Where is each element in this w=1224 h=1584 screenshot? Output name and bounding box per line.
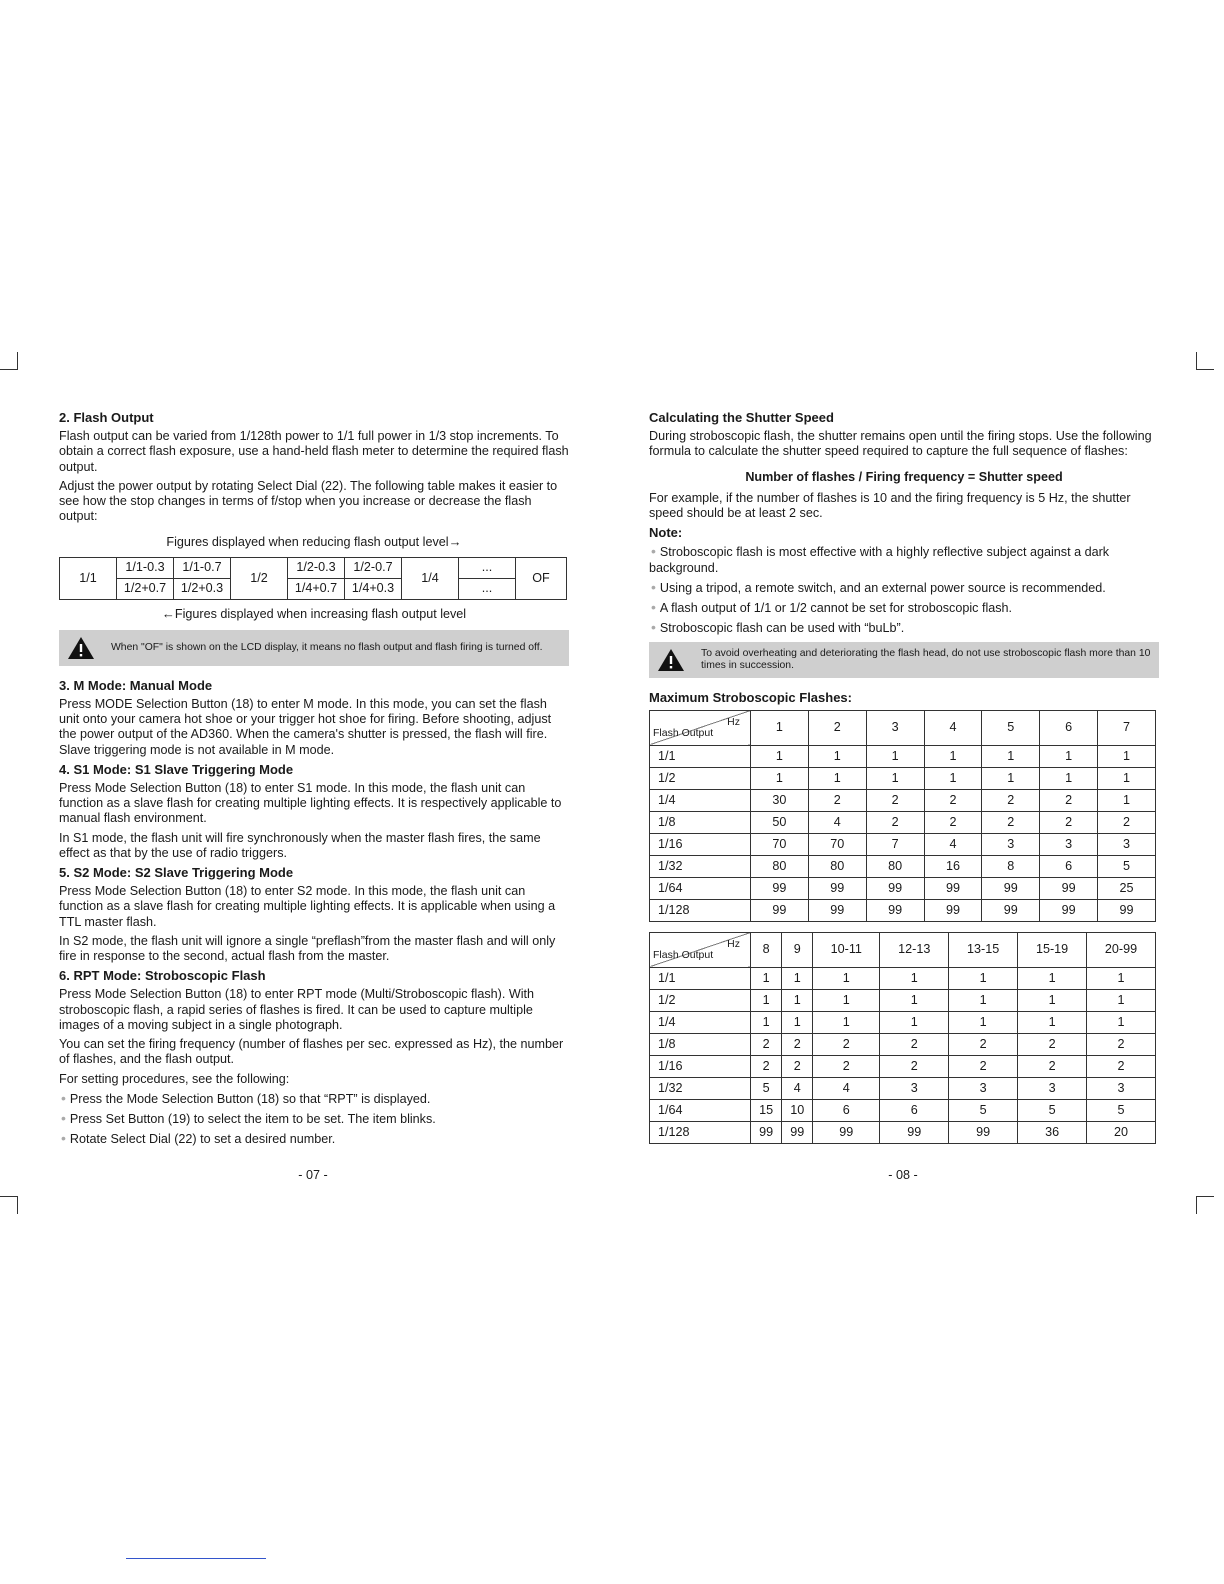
table-cell: 1 — [782, 967, 813, 989]
hz-header-cell: 9 — [782, 932, 813, 967]
flash-output-cell: 1/16 — [650, 833, 751, 855]
table-cell: 1/1-0.3 — [117, 557, 174, 578]
table-cell: 1 — [880, 989, 949, 1011]
table-cell: 1 — [813, 1011, 880, 1033]
table-cell: 99 — [866, 877, 924, 899]
table-cell: 36 — [1018, 1121, 1087, 1143]
flash-output-cell: 1/8 — [650, 1033, 751, 1055]
table-row — [650, 811, 1156, 833]
table-cell: 3 — [1087, 1077, 1156, 1099]
list-item — [649, 600, 1159, 616]
warning-box — [59, 630, 569, 666]
hz-header-cell: 13-15 — [949, 932, 1018, 967]
hz-header-cell: 4 — [924, 710, 982, 745]
table-cell: 5 — [949, 1099, 1018, 1121]
table-row — [650, 1055, 1156, 1077]
table-cell: 2 — [949, 1033, 1018, 1055]
table-cell: 99 — [982, 877, 1040, 899]
paragraph: For example, if the number of flashes is 10 and the firing frequency is 5 Hz, the shutter speed should be at least 2 sec. — [649, 490, 1131, 521]
crop-mark-bottom-left-v — [17, 1196, 18, 1214]
table-cell: 10 — [782, 1099, 813, 1121]
flash-output-cell: 1/128 — [650, 1121, 751, 1143]
warning-text: To avoid overheating and deteriorating the flash head, do not use stroboscopic flash more than 10 times in succession. — [701, 648, 1151, 672]
table-cell: ... — [459, 578, 516, 599]
list-item-text: Press Set Button (19) to select the item to be set. The item blinks. — [69, 1111, 436, 1126]
left-arrow-icon: ← — [161, 605, 175, 621]
table-cell: 1 — [751, 767, 809, 789]
table-cell: 2 — [813, 1055, 880, 1077]
table-row — [650, 967, 1156, 989]
table-cell: 80 — [866, 855, 924, 877]
table-cell: 99 — [808, 899, 866, 921]
note-title: Note: — [649, 525, 683, 541]
table-cell: 70 — [808, 833, 866, 855]
paragraph: Flash output can be varied from 1/128th power to 1/1 full power in 1/3 stop increments. To obtain a correct flash exposure, use a hand-held flash meter to determine the required flash output. — [59, 429, 569, 474]
strobe-table-2 — [649, 932, 1156, 1144]
bullet-icon: • — [651, 578, 656, 595]
table-cell: 1 — [1087, 967, 1156, 989]
table-cell: 2 — [880, 1055, 949, 1077]
table-cell: 1 — [1040, 767, 1098, 789]
table-cell: ... — [459, 557, 516, 578]
corner-flash-output-label: Flash Output — [653, 949, 714, 962]
section-m-mode-title: 3. M Mode: Manual Mode — [59, 677, 213, 693]
table-cell: 3 — [880, 1077, 949, 1099]
warning-icon — [657, 648, 685, 672]
footer-line — [126, 1558, 266, 1559]
formula: Number of flashes / Firing frequency = Shutter speed — [745, 469, 1063, 484]
list-item-text: Stroboscopic flash can be used with “buLb”. — [659, 621, 905, 636]
table-cell: 4 — [782, 1077, 813, 1099]
table-caption-reduce — [59, 534, 569, 550]
table-cell: 1/2+0.3 — [174, 578, 231, 599]
table-cell: 2 — [982, 789, 1040, 811]
table-cell: 1 — [982, 745, 1040, 767]
table-cell: 2 — [982, 811, 1040, 833]
table-cell: 1 — [949, 967, 1018, 989]
note-list — [649, 544, 1159, 636]
table-cell: 1 — [866, 745, 924, 767]
list-item-text: Rotate Select Dial (22) to set a desired number. — [69, 1132, 336, 1147]
table-cell: 4 — [808, 811, 866, 833]
paragraph: In S2 mode, the flash unit will ignore a single “preflash”from the master flash and will only fire in response to the second, actual flash from the master. — [59, 933, 556, 964]
table-cell: 3 — [1040, 833, 1098, 855]
flash-output-cell: 1/2 — [650, 989, 751, 1011]
table-cell: 3 — [1018, 1077, 1087, 1099]
warning-text: When "OF" is shown on the LCD display, it means no flash output and flash firing is turned off. — [111, 641, 543, 653]
bullet-icon: • — [61, 1130, 66, 1147]
table-cell: 1 — [1098, 789, 1156, 811]
flash-output-cell: 1/8 — [650, 811, 751, 833]
table-cell: 1/2-0.3 — [288, 557, 345, 578]
table-cell: 1 — [866, 767, 924, 789]
table-cell: 2 — [1087, 1033, 1156, 1055]
table-row — [650, 767, 1156, 789]
hz-header-cell: 7 — [1098, 710, 1156, 745]
table-cell: 16 — [924, 855, 982, 877]
table-cell: 2 — [782, 1033, 813, 1055]
table-cell: 2 — [880, 1033, 949, 1055]
table-cell: 99 — [808, 877, 866, 899]
hz-header-cell: 12-13 — [880, 932, 949, 967]
table-cell: 1 — [1087, 1011, 1156, 1033]
table-cell: 1 — [751, 989, 782, 1011]
table-cell: 1 — [782, 1011, 813, 1033]
hz-header-cell: 3 — [866, 710, 924, 745]
bullet-icon: • — [651, 543, 656, 560]
table-row — [650, 1033, 1156, 1055]
caption-text: Figures displayed when increasing flash output level — [174, 606, 467, 621]
table-cell: 1 — [1018, 967, 1087, 989]
caption-text: Figures displayed when reducing flash output level — [166, 535, 449, 550]
table-cell: 99 — [751, 1121, 782, 1143]
table-row — [650, 1121, 1156, 1143]
table-cell: 1 — [924, 767, 982, 789]
paragraph: For setting procedures, see the following: — [59, 1071, 290, 1086]
table-cell: 1 — [808, 767, 866, 789]
table-cell: 5 — [751, 1077, 782, 1099]
corner-hz-label: Hz — [727, 937, 740, 950]
table-cell: 25 — [1098, 877, 1156, 899]
table-cell: 2 — [751, 1055, 782, 1077]
list-item — [649, 580, 1159, 596]
table-row — [650, 789, 1156, 811]
table-cell: 6 — [1040, 855, 1098, 877]
table-cell: 1 — [1018, 989, 1087, 1011]
paragraph: In S1 mode, the flash unit will fire synchronously when the master flash fires, the same effect as that by the use of radio triggers. — [59, 830, 541, 860]
table-cell: 1 — [1098, 745, 1156, 767]
table-cell: 7 — [866, 833, 924, 855]
list-item — [59, 1091, 569, 1107]
table-cell: 99 — [880, 1121, 949, 1143]
table-cell: 99 — [1040, 899, 1098, 921]
list-item-text: Press the Mode Selection Button (18) so that “RPT” is displayed. — [69, 1091, 431, 1106]
table-row — [650, 1077, 1156, 1099]
table-cell: 1 — [1087, 989, 1156, 1011]
shutter-speed-title: Calculating the Shutter Speed — [649, 410, 834, 425]
table-cell: 4 — [924, 833, 982, 855]
bullet-icon: • — [61, 1109, 66, 1126]
flash-output-cell: 1/1 — [650, 967, 751, 989]
table-cell: 1/4+0.7 — [288, 578, 345, 599]
flash-output-cell: 1/16 — [650, 1055, 751, 1077]
flash-output-cell: 1/4 — [650, 1011, 751, 1033]
table-cell: 1 — [808, 745, 866, 767]
table-cell: 2 — [751, 1033, 782, 1055]
list-item — [649, 620, 1159, 636]
crop-mark-top-right-v — [1196, 352, 1197, 370]
table-cell: 1 — [949, 989, 1018, 1011]
section-flash-output-title: 2. Flash Output — [59, 410, 154, 425]
table-cell: 2 — [866, 789, 924, 811]
table-cell: 1/1 — [60, 557, 117, 599]
paragraph: You can set the firing frequency (number of flashes per sec. expressed as Hz), the number of flashes, and the flash output. — [59, 1037, 564, 1067]
table-cell: 99 — [1040, 877, 1098, 899]
table-row — [60, 557, 567, 578]
table-cell: 6 — [880, 1099, 949, 1121]
bullet-icon: • — [651, 599, 656, 616]
flash-output-cell: 1/4 — [650, 789, 751, 811]
table-row — [650, 1011, 1156, 1033]
table-row — [650, 833, 1156, 855]
flash-output-cell: 1/64 — [650, 877, 751, 899]
max-strobe-title: Maximum Stroboscopic Flashes: — [649, 690, 852, 706]
table-cell: 5 — [1098, 855, 1156, 877]
table-cell: 99 — [813, 1121, 880, 1143]
table-cell: 80 — [808, 855, 866, 877]
table-cell: 5 — [1087, 1099, 1156, 1121]
table-cell: 1/1-0.7 — [174, 557, 231, 578]
section-s1-mode-title: 4. S1 Mode: S1 Slave Triggering Mode — [59, 761, 294, 777]
crop-mark-top-left-v — [17, 352, 18, 370]
crop-mark-top-left-h — [0, 369, 18, 370]
flash-output-cell: 1/2 — [650, 767, 751, 789]
flash-output-cell: 1/128 — [650, 899, 751, 921]
paragraph: Press Mode Selection Button (18) to enter S1 mode. In this mode, the flash unit can function as a slave flash for creating multiple lighting effects. It is respectively applicable to manual flash environment. — [59, 781, 562, 826]
table-cell: 99 — [782, 1121, 813, 1143]
table-cell: 2 — [1087, 1055, 1156, 1077]
right-page — [649, 410, 1159, 1154]
hz-header-cell: 6 — [1040, 710, 1098, 745]
table-cell: 99 — [866, 899, 924, 921]
table-cell: 1 — [949, 1011, 1018, 1033]
table-cell: 1 — [813, 989, 880, 1011]
table-cell: 80 — [751, 855, 809, 877]
table-cell: 3 — [982, 833, 1040, 855]
table-cell: 1/2-0.7 — [345, 557, 402, 578]
table-cell: 2 — [782, 1055, 813, 1077]
list-item — [59, 1131, 569, 1147]
hz-header-cell: 15-19 — [1018, 932, 1087, 967]
bullet-icon: • — [61, 1089, 66, 1106]
paragraph: During stroboscopic flash, the shutter remains open until the firing stops. Use the following formula to calculate the shutter speed required to capture the full sequence of flashes: — [649, 429, 1152, 459]
table-row — [650, 877, 1156, 899]
procedure-list — [59, 1091, 569, 1148]
table-cell: 1 — [880, 967, 949, 989]
hz-header-cell: 20-99 — [1087, 932, 1156, 967]
table-cell: 1 — [982, 767, 1040, 789]
table-cell: 99 — [924, 877, 982, 899]
table-cell: 1 — [1098, 767, 1156, 789]
corner-header-cell — [650, 932, 751, 967]
crop-mark-top-right-h — [1196, 369, 1214, 370]
table-cell: 2 — [1018, 1055, 1087, 1077]
page-number-right: - 08 - — [888, 1168, 918, 1182]
table-cell: 99 — [1098, 899, 1156, 921]
corner-hz-label: Hz — [727, 715, 740, 728]
section-rpt-mode-title: 6. RPT Mode: Stroboscopic Flash — [59, 968, 266, 984]
flash-output-cell: 1/1 — [650, 745, 751, 767]
left-page — [59, 410, 569, 1151]
section-s2-mode-title: 5. S2 Mode: S2 Slave Triggering Mode — [59, 865, 294, 881]
table-header-row — [650, 710, 1156, 745]
table-cell: 2 — [808, 789, 866, 811]
list-item — [649, 544, 1159, 575]
table-cell: 30 — [751, 789, 809, 811]
table-cell: 50 — [751, 811, 809, 833]
flash-output-cell: 1/32 — [650, 1077, 751, 1099]
table-cell: 2 — [866, 811, 924, 833]
right-arrow-icon: → — [448, 534, 462, 550]
table-row — [650, 745, 1156, 767]
table-cell: 2 — [813, 1033, 880, 1055]
strobe-table-1 — [649, 710, 1156, 922]
warning-box — [649, 642, 1159, 678]
table-row — [60, 578, 567, 599]
table-cell: 1/4 — [402, 557, 459, 599]
table-caption-increase — [59, 606, 569, 622]
table-cell: 8 — [982, 855, 1040, 877]
crop-mark-bottom-right-h — [1196, 1196, 1214, 1197]
table-cell: 99 — [982, 899, 1040, 921]
bullet-icon: • — [651, 619, 656, 636]
paragraph: Press MODE Selection Button (18) to enter M mode. In this mode, you can set the flash unit onto your camera hot shoe or your trigger hot shoe for firing. Before shooting, adjust the power output of the AD360. When the camera's shutter is pressed, the flash will fire. Slave triggering mode is not available in M mode. — [59, 697, 552, 757]
table-cell: 1/2 — [231, 557, 288, 599]
table-cell: 1/2+0.7 — [117, 578, 174, 599]
table-cell: 2 — [1018, 1033, 1087, 1055]
table-row — [650, 855, 1156, 877]
list-item-text: Using a tripod, a remote switch, and an external power source is recommended. — [659, 580, 1106, 595]
table-cell: 2 — [924, 811, 982, 833]
table-cell: 99 — [949, 1121, 1018, 1143]
table-cell: 1 — [880, 1011, 949, 1033]
table-cell: 1 — [813, 967, 880, 989]
table-cell: 5 — [1018, 1099, 1087, 1121]
list-item — [59, 1111, 569, 1127]
flash-output-cell: 1/64 — [650, 1099, 751, 1121]
table-cell: 99 — [751, 899, 809, 921]
table-header-row — [650, 932, 1156, 967]
table-cell: 1 — [1040, 745, 1098, 767]
table-cell: 2 — [1040, 811, 1098, 833]
table-cell: 2 — [1040, 789, 1098, 811]
table-cell: 4 — [813, 1077, 880, 1099]
table-cell: OF — [516, 557, 567, 599]
list-item-text: A flash output of 1/1 or 1/2 cannot be set for stroboscopic flash. — [659, 601, 1013, 616]
table-cell: 1 — [751, 1011, 782, 1033]
table-cell: 2 — [924, 789, 982, 811]
corner-flash-output-label: Flash Output — [653, 727, 714, 740]
hz-header-cell: 1 — [751, 710, 809, 745]
paragraph: Press Mode Selection Button (18) to enter S2 mode. In this mode, the flash unit can function as a slave flash for creating multiple lighting effects. It is applicable when using a TTL master flash. — [59, 884, 556, 929]
table-cell: 2 — [949, 1055, 1018, 1077]
corner-header-cell — [650, 710, 751, 745]
hz-header-cell: 8 — [751, 932, 782, 967]
table-cell: 99 — [751, 877, 809, 899]
table-cell: 1 — [782, 989, 813, 1011]
table-cell: 20 — [1087, 1121, 1156, 1143]
flash-stops-table — [59, 557, 567, 600]
table-cell: 3 — [1098, 833, 1156, 855]
hz-header-cell: 2 — [808, 710, 866, 745]
table-cell: 1 — [751, 967, 782, 989]
table-cell: 1/4+0.3 — [345, 578, 402, 599]
table-cell: 2 — [1098, 811, 1156, 833]
crop-mark-bottom-right-v — [1196, 1196, 1197, 1214]
table-cell: 1 — [1018, 1011, 1087, 1033]
paragraph: Press Mode Selection Button (18) to enter RPT mode (Multi/Stroboscopic flash). With stroboscopic flash, a rapid series of flashes is fired. It can be used to capture multiple images of a moving subject in a single photograph. — [59, 987, 535, 1032]
table-cell: 70 — [751, 833, 809, 855]
warning-icon — [67, 636, 95, 660]
table-cell: 1 — [924, 745, 982, 767]
table-cell: 3 — [949, 1077, 1018, 1099]
hz-header-cell: 10-11 — [813, 932, 880, 967]
table-row — [650, 899, 1156, 921]
crop-mark-bottom-left-h — [0, 1196, 18, 1197]
table-cell: 99 — [924, 899, 982, 921]
flash-output-cell: 1/32 — [650, 855, 751, 877]
page-number-left: - 07 - — [298, 1168, 328, 1182]
hz-header-cell: 5 — [982, 710, 1040, 745]
table-cell: 15 — [751, 1099, 782, 1121]
list-item-text: Stroboscopic flash is most effective with a highly reflective subject against a dark background. — [649, 545, 1110, 575]
table-cell: 6 — [813, 1099, 880, 1121]
paragraph: Adjust the power output by rotating Select Dial (22). The following table makes it easier to see how the stop changes in terms of f/stop when you increase or decrease the flash output: — [59, 478, 558, 524]
table-row — [650, 989, 1156, 1011]
table-row — [650, 1099, 1156, 1121]
table-cell: 1 — [751, 745, 809, 767]
